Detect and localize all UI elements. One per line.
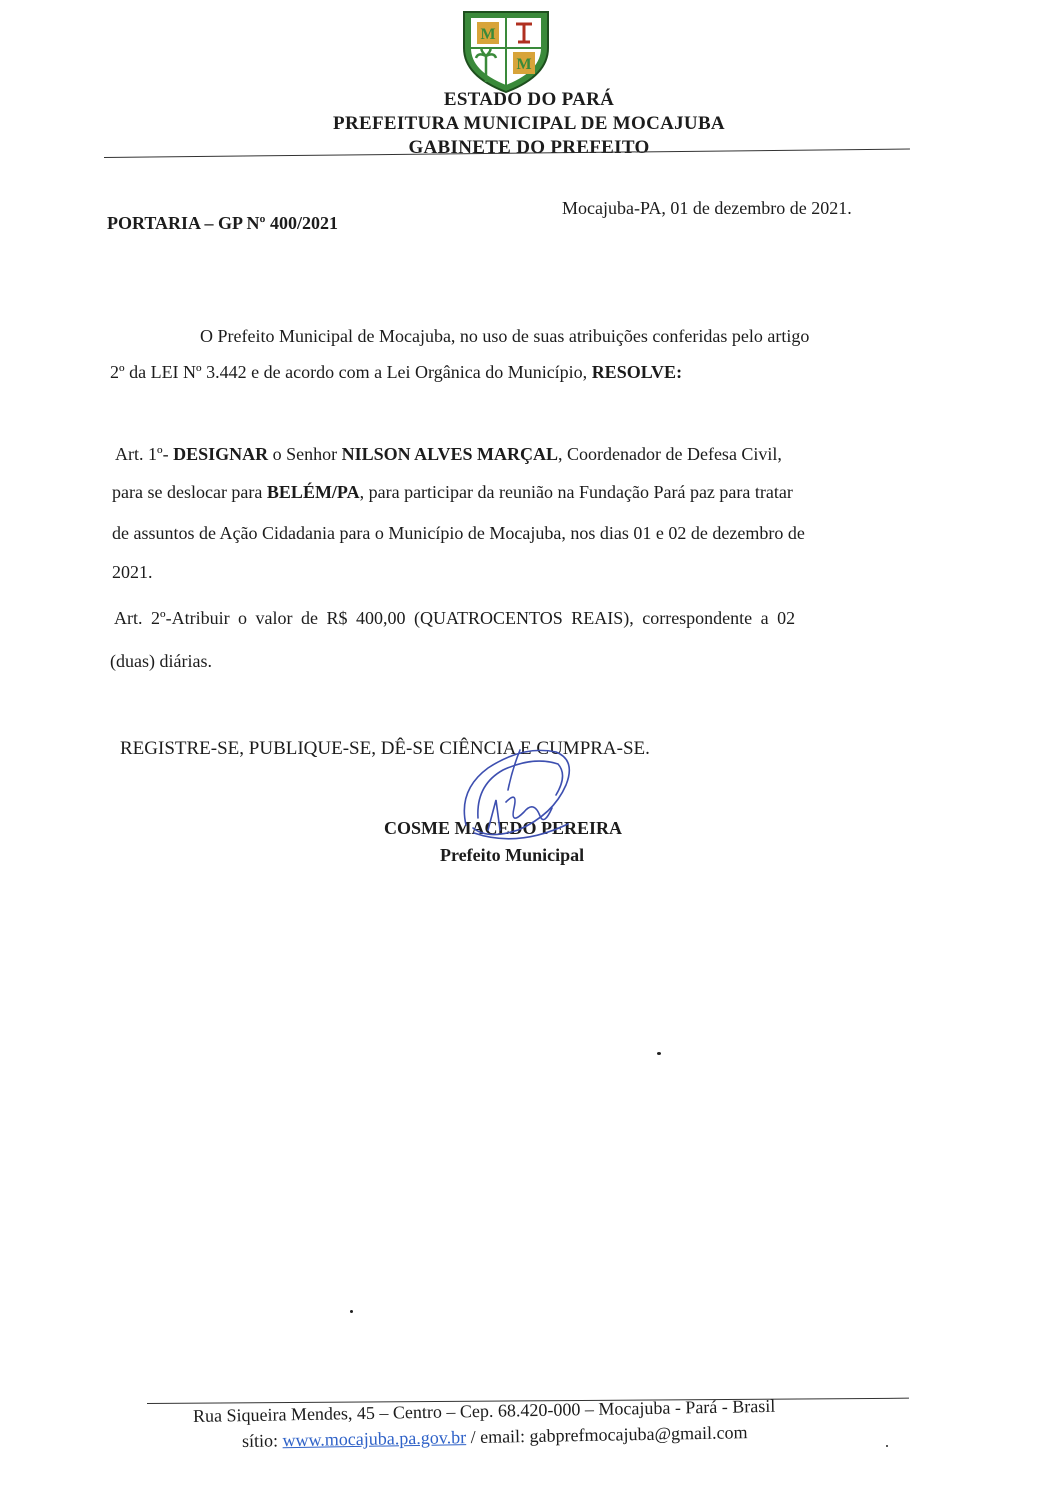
signer-role: Prefeito Municipal [440,845,585,865]
preamble-text: 2º da LEI Nº 3.442 e de acordo com a Lei Orgânica do Município, [110,362,588,382]
art1-line-2 [112,481,793,503]
header-state: ESTADO DO PARÁ [443,89,615,110]
footer-address: Rua Siqueira Mendes, 45 – Centro – Cep. 68.420-000 – Mocajuba - Pará - Brasil [192,1395,776,1426]
art1-verb: DESIGNAR [173,444,269,464]
art1-text-a: o Senhor [272,444,338,464]
art1-line-1 [115,443,782,465]
svg-text:M: M [516,56,532,73]
document-date: Mocajuba-PA, 01 de dezembro de 2021. [562,198,852,218]
svg-text:M: M [480,26,496,43]
art1-line-4: 2021. [112,562,153,582]
header-prefeitura: PREFEITURA MUNICIPAL DE MOCAJUBA [333,113,725,134]
municipal-crest-logo [456,8,556,94]
header-gabinete: GABINETE DO PREFEITO [408,137,650,158]
destination: BELÉM/PA [266,482,360,502]
scan-speck [350,1310,353,1313]
preamble-line-2 [110,361,682,383]
art1-label: Art. 1º- [115,444,169,464]
site-label: sítio: [241,1430,279,1451]
email-address: gabprefmocajuba@gmail.com [529,1422,748,1446]
closing-statement: REGISTRE-SE, PUBLIQUE-SE, DÊ-SE CIÊNCIA E CUMPRA-SE. [120,738,650,759]
art1-line2-suffix: , para participar da reunião na Fundação Pará paz para tratar [359,482,793,502]
scan-speck [657,1052,661,1055]
signer-name: COSME MACEDO PEREIRA [384,818,623,838]
art1-line-3: de assuntos de Ação Cidadania para o Município de Mocajuba, nos dias 01 e 02 de dezembro de [112,523,805,543]
art2-line-2: (duas) diárias. [110,651,212,671]
handwritten-signature [448,730,588,860]
portaria-number: PORTARIA – GP Nº 400/2021 [107,213,338,233]
designee-name: NILSON ALVES MARÇAL [341,444,558,464]
art1-text-b: , Coordenador de Defesa Civil, [558,444,782,464]
website-link[interactable]: www.mocajuba.pa.gov.br [282,1427,467,1451]
art2-line-1: Art. 2º-Atribuir o valor de R$ 400,00 (QUATROCENTOS REAIS), correspondente a 02 [114,608,796,628]
footer-contact [242,1422,748,1452]
resolve-keyword: RESOLVE: [591,362,683,382]
email-label: / email: [470,1426,526,1448]
art1-line2-prefix: para se deslocar para [112,482,263,502]
scan-speck [886,1445,888,1447]
preamble-line-1: O Prefeito Municipal de Mocajuba, no uso de suas atribuições conferidas pelo artigo [200,326,810,346]
